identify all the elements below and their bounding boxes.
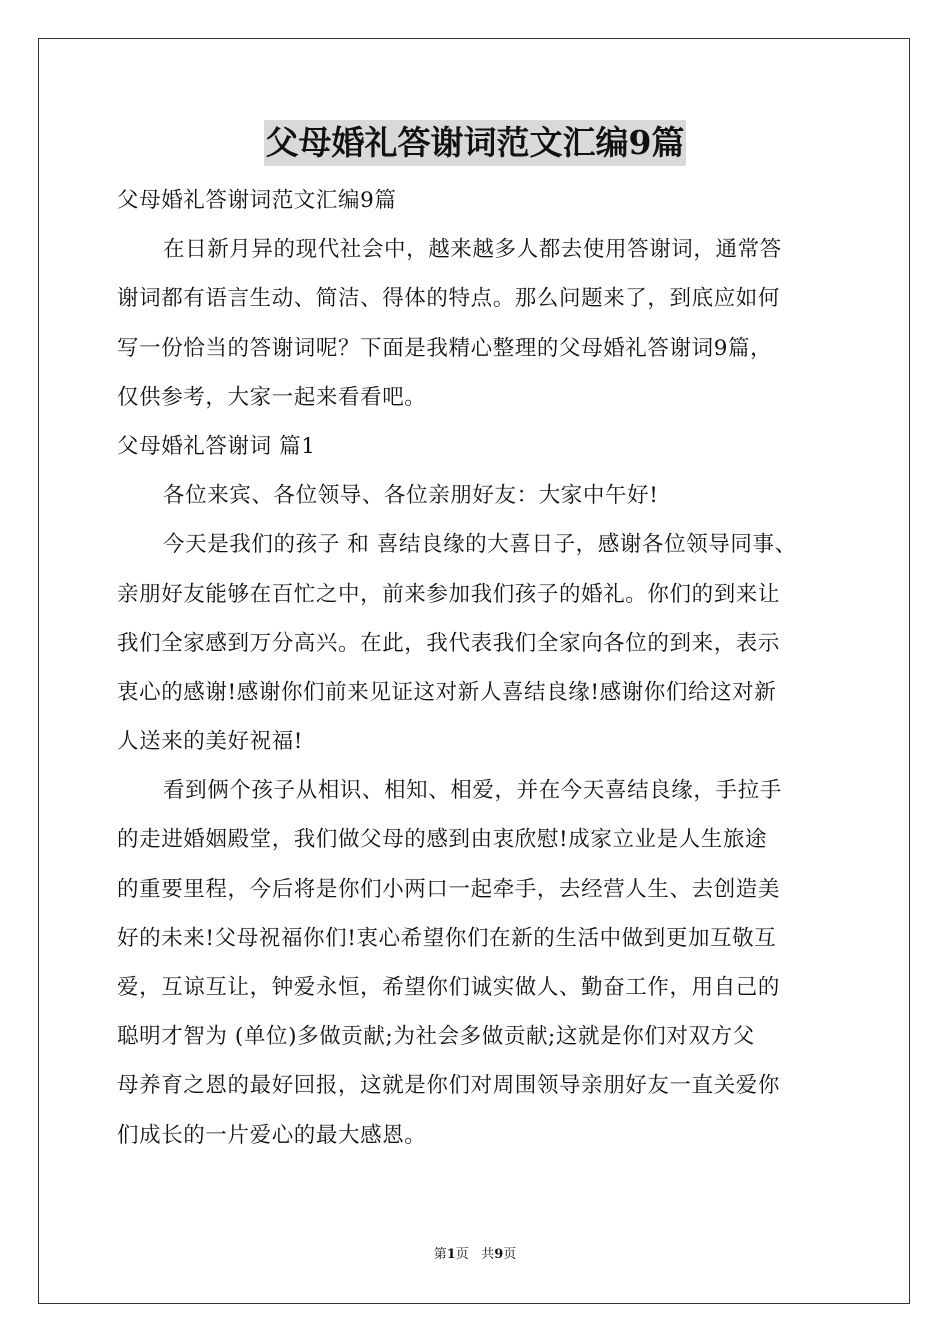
text-line: 写一份恰当的答谢词呢？下面是我精心整理的父母婚礼答谢词9篇， <box>117 335 773 361</box>
footer-page-current: 1 <box>446 1247 456 1262</box>
text-line: 在日新月异的现代社会中，越来越多人都去使用答谢词，通常答 <box>163 237 782 263</box>
text-line: 仅供参考，大家一起来看看吧。 <box>117 384 427 410</box>
text-line: 聪明才智为 (单位)多做贡献;为社会多做贡献;这就是你们对双方父 <box>117 1024 755 1050</box>
document-title <box>0 120 950 166</box>
document-title-text: 父母婚礼答谢词范文汇编9篇 <box>264 120 687 166</box>
text-line: 母养育之恩的最好回报，这就是你们对周围领导亲朋好友一直关爱你 <box>117 1073 781 1099</box>
page-footer <box>0 1246 950 1264</box>
text-line: 今天是我们的孩子 和 喜结良缘的大喜日子，感谢各位领导同事、 <box>163 532 797 558</box>
text-line: 们成长的一片爱心的最大感恩。 <box>117 1122 427 1148</box>
footer-total-suffix: 页 <box>503 1247 517 1262</box>
text-line: 的重要里程，今后将是你们小两口一起牵手，去经营人生、去创造美 <box>117 876 781 902</box>
text-line: 的走进婚姻殿堂，我们做父母的感到由衷欣慰!成家立业是人生旅途 <box>117 827 768 853</box>
text-line: 看到俩个孩子从相识、相知、相爱，并在今天喜结良缘，手拉手 <box>163 778 782 804</box>
footer-total-prefix: 共 <box>481 1247 495 1262</box>
text-line: 好的未来!父母祝福你们!衷心希望你们在新的生活中做到更加互敬互 <box>117 925 777 951</box>
footer-page-prefix: 第 <box>433 1247 447 1262</box>
text-line: 各位来宾、各位领导、各位亲朋好友：大家中午好! <box>163 483 659 509</box>
document-body <box>117 176 837 1160</box>
text-line: 衷心的感谢!感谢你们前来见证这对新人喜结良缘!感谢你们给这对新 <box>117 679 777 705</box>
text-line: 父母婚礼答谢词 篇1 <box>117 433 316 459</box>
footer-page-suffix: 页 <box>455 1247 469 1262</box>
text-line: 谢词都有语言生动、简洁、得体的特点。那么问题来了，到底应如何 <box>117 286 781 312</box>
text-line: 人送来的美好祝福! <box>117 729 304 755</box>
text-line: 亲朋好友能够在百忙之中，前来参加我们孩子的婚礼。你们的到来让 <box>117 581 781 607</box>
footer-total-pages: 9 <box>494 1247 504 1262</box>
text-line: 父母婚礼答谢词范文汇编9篇 <box>117 188 397 213</box>
text-line: 我们全家感到万分高兴。在此，我代表我们全家向各位的到来，表示 <box>117 630 781 656</box>
text-line: 爱，互谅互让，钟爱永恒，希望你们诚实做人、勤奋工作，用自己的 <box>117 975 781 1000</box>
